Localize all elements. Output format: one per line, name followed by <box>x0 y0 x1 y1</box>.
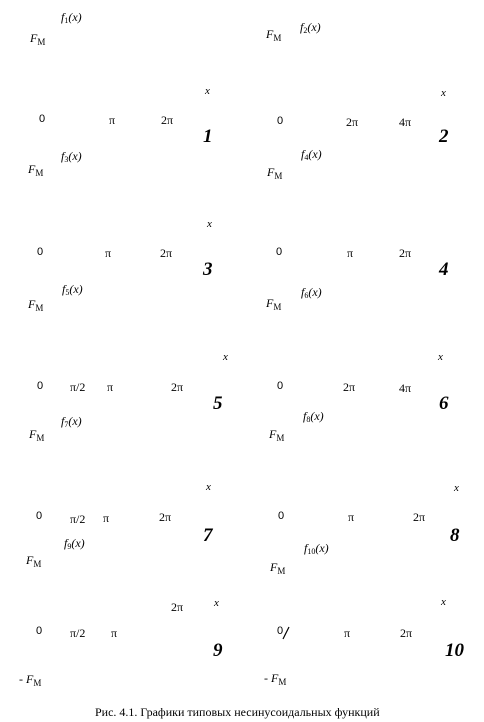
x-axis-label: x <box>441 87 446 99</box>
figure-number: 9 <box>213 640 223 661</box>
tick-2pi: 2π <box>171 380 184 394</box>
origin-label: 0 <box>37 246 44 258</box>
tick-pi: π <box>348 510 355 524</box>
tick-pi: π <box>347 246 354 260</box>
tick-pi: π <box>107 380 114 394</box>
figure-number: 1 <box>203 126 213 147</box>
amplitude-label: $F_M$ <box>29 427 45 443</box>
function-label: $f_6(x)$ <box>301 285 322 300</box>
tick-2pi: 2π <box>400 626 413 640</box>
amplitude-label: $F_M$ <box>28 297 44 313</box>
amplitude-label: $F_M$ <box>266 296 282 312</box>
origin-label: 0 <box>278 510 285 522</box>
tick-half-pi: π/2 <box>70 512 86 526</box>
function-label: $f_8(x)$ <box>303 409 324 424</box>
neg-amplitude-label: - $F_M$ <box>264 671 287 687</box>
tick-pi: π <box>105 246 112 260</box>
origin-label: 0 <box>277 380 284 392</box>
x-axis-label: x <box>454 482 459 494</box>
tick-2pi: 2π <box>171 600 184 614</box>
function-label: $f_3(x)$ <box>61 149 82 164</box>
function-label: $f_2(x)$ <box>300 20 321 35</box>
function-label: $f_4(x)$ <box>301 147 322 162</box>
tick-2pi: 2π <box>160 246 173 260</box>
x-axis-label: x <box>438 351 443 363</box>
origin-label: 0 <box>277 625 284 637</box>
tick-half-pi: π/2 <box>70 380 86 394</box>
origin-stroke <box>281 626 291 640</box>
figure-number: 5 <box>213 393 223 414</box>
tick-pi: π <box>111 626 118 640</box>
x-axis-label: x <box>223 351 228 363</box>
amplitude-label: $F_M$ <box>26 553 42 569</box>
x-axis-label: x <box>205 85 210 97</box>
function-label: $f_9(x)$ <box>64 536 85 551</box>
function-label: $f_7(x)$ <box>61 414 82 429</box>
origin-label: 0 <box>37 380 44 392</box>
tick-pi: π <box>109 113 116 127</box>
tick-half-pi: π/2 <box>70 626 86 640</box>
figure-number: 7 <box>203 525 213 546</box>
figure-number: 2 <box>439 126 449 147</box>
tick-4pi: 4π <box>399 381 412 395</box>
figure-number: 10 <box>445 640 464 661</box>
figure-number: 6 <box>439 393 449 414</box>
figure-number: 4 <box>439 259 449 280</box>
origin-label: 0 <box>36 510 43 522</box>
origin-stroke-line <box>283 627 289 639</box>
x-axis-label: x <box>214 597 219 609</box>
figure-caption: Рис. 4.1. Графики типовых несинусоидальных функций <box>95 705 380 719</box>
figure-number: 3 <box>203 259 213 280</box>
x-axis-label: x <box>207 218 212 230</box>
function-label: $f_1(x)$ <box>61 10 82 25</box>
tick-2pi: 2π <box>413 510 426 524</box>
amplitude-label: $F_M$ <box>28 162 44 178</box>
x-axis-label: x <box>206 481 211 493</box>
function-label: $f_5(x)$ <box>62 282 83 297</box>
amplitude-label: $F_M$ <box>266 27 282 43</box>
origin-label: 0 <box>276 246 283 258</box>
x-axis-label: x <box>441 596 446 608</box>
amplitude-label: $F_M$ <box>267 165 283 181</box>
amplitude-label: $F_M$ <box>269 427 285 443</box>
amplitude-label: $F_M$ <box>30 31 46 47</box>
figure-number: 8 <box>450 525 460 546</box>
function-label: $f_{10}(x)$ <box>304 541 329 556</box>
tick-2pi: 2π <box>346 115 359 129</box>
neg-amplitude-label: - $F_M$ <box>19 672 42 688</box>
origin-label: 0 <box>36 625 43 637</box>
tick-2pi: 2π <box>159 510 172 524</box>
origin-label: 0 <box>277 115 284 127</box>
amplitude-label: $F_M$ <box>270 560 286 576</box>
tick-2pi: 2π <box>399 246 412 260</box>
tick-2pi: 2π <box>343 380 356 394</box>
tick-2pi: 2π <box>161 113 174 127</box>
tick-4pi: 4π <box>399 115 412 129</box>
tick-pi: π <box>344 626 351 640</box>
origin-label: 0 <box>39 113 46 125</box>
tick-pi: π <box>103 511 110 525</box>
